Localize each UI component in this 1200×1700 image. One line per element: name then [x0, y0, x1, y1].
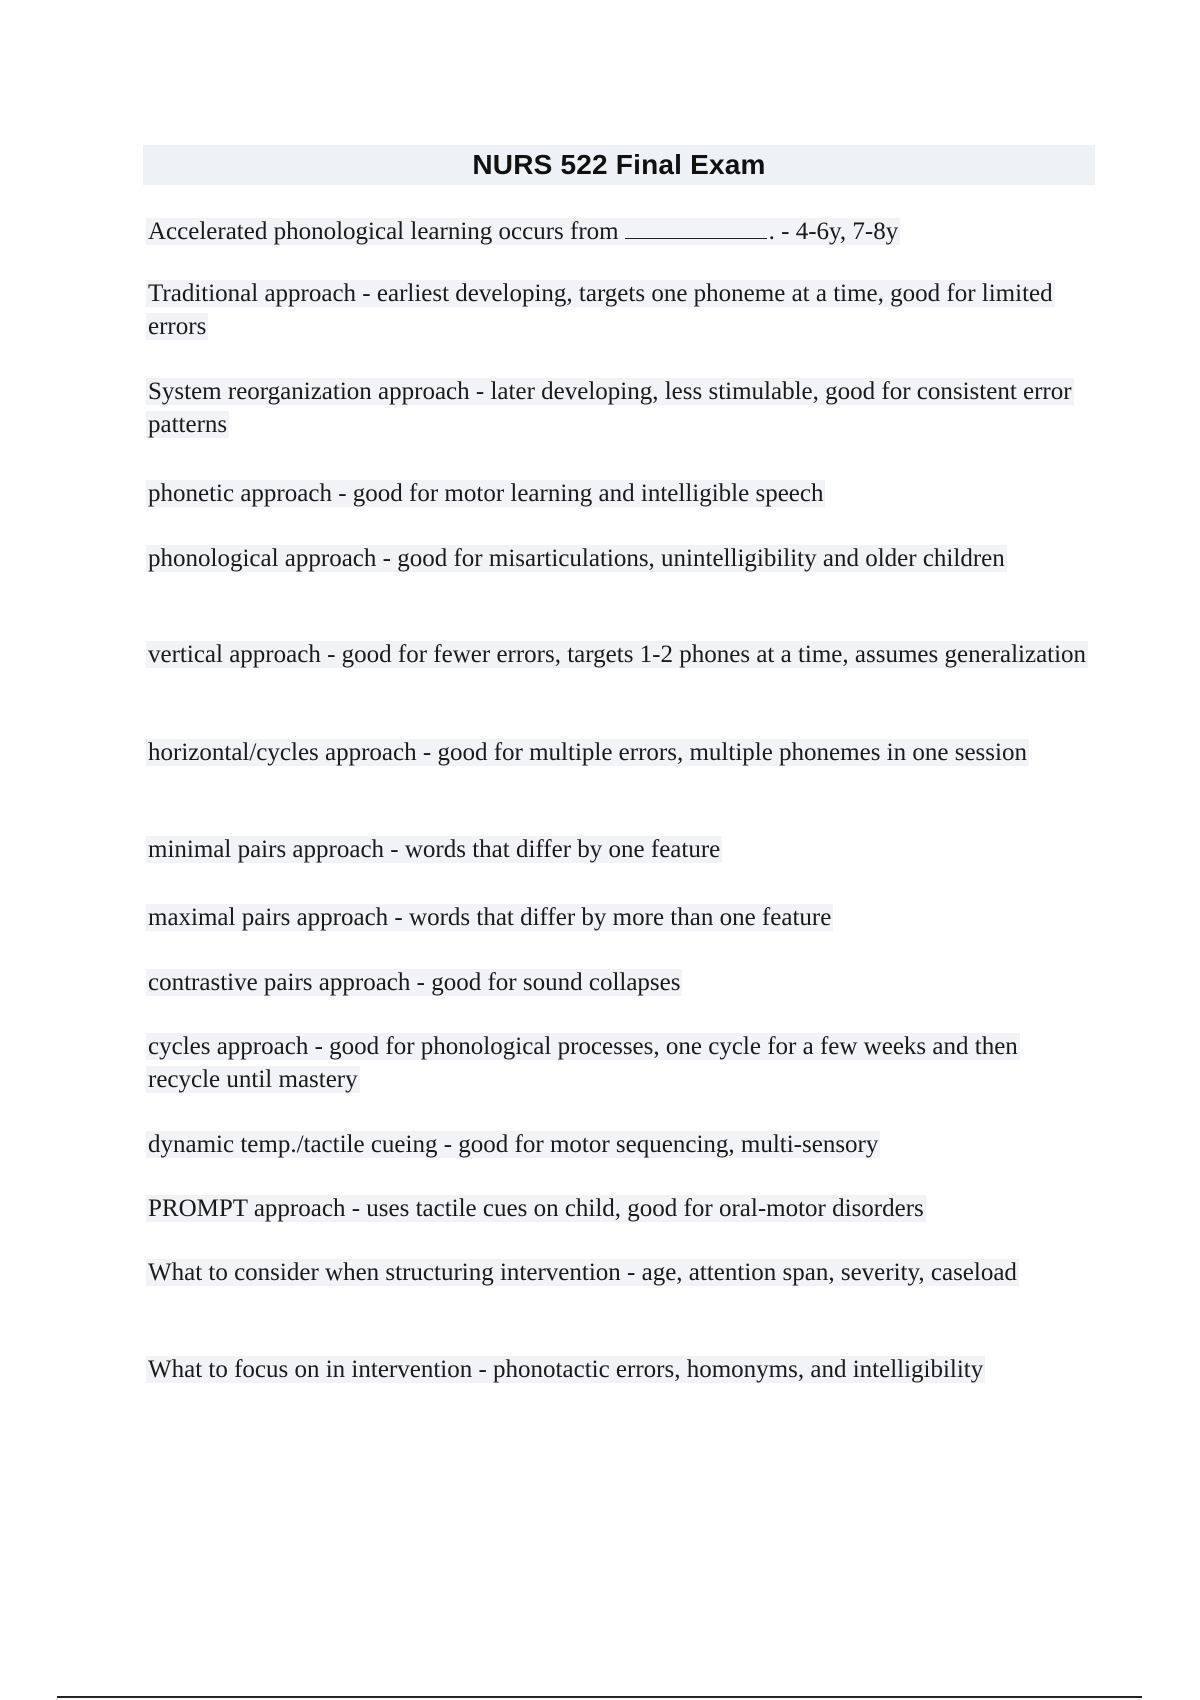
entry-4: [146, 542, 1096, 575]
entry-9-text: contrastive pairs approach - good for sound collapses: [148, 969, 681, 996]
entry-10: [146, 1030, 1096, 1096]
entry-8: [146, 901, 1096, 934]
entry-11: [146, 1128, 1096, 1161]
entry-5: [146, 638, 1096, 671]
entry-10-text: cycles approach - good for phonological processes, one cycle for a few weeks and then recycle until mastery: [148, 1033, 1018, 1093]
entry-0-before-blank: Accelerated phonological learning occurs from: [148, 218, 619, 245]
entry-14-text: What to focus on in intervention - phonotactic errors, homonyms, and intelligibility: [148, 1356, 984, 1383]
entry-14: [146, 1353, 1096, 1386]
entry-6: [146, 736, 1096, 769]
footer-rule: [57, 1696, 1142, 1698]
entry-13: [146, 1256, 1096, 1289]
entry-2-text: System reorganization approach - later developing, less stimulable, good for consistent error patterns: [148, 378, 1072, 438]
entry-13-text: What to consider when structuring intervention - age, attention span, severity, caseload: [148, 1259, 1017, 1286]
entry-4-text: phonological approach - good for misarticulations, unintelligibility and older children: [148, 545, 1005, 572]
entry-1-text: Traditional approach - earliest developing, targets one phoneme at a time, good for limited errors: [148, 280, 1053, 340]
entry-12: [146, 1192, 1096, 1225]
document-title: NURS 522 Final Exam: [472, 149, 766, 180]
entry-0-after-blank: . - 4-6y, 7-8y: [768, 218, 899, 245]
entry-3: [146, 477, 1096, 510]
entry-7-text: minimal pairs approach - words that differ by one feature: [148, 836, 721, 863]
entry-5-text: vertical approach - good for fewer errors, targets 1-2 phones at a time, assumes generalization: [148, 641, 1087, 668]
answer-blank: [625, 216, 767, 239]
entry-8-text: maximal pairs approach - words that differ by more than one feature: [148, 904, 832, 931]
entry-6-text: horizontal/cycles approach - good for multiple errors, multiple phonemes in one session: [148, 739, 1027, 766]
entry-2: [146, 375, 1096, 441]
entry-7: [146, 833, 1096, 866]
entry-3-text: phonetic approach - good for motor learning and intelligible speech: [148, 480, 824, 507]
entry-11-text: dynamic temp./tactile cueing - good for motor sequencing, multi-sensory: [148, 1131, 879, 1158]
entry-12-text: PROMPT approach - uses tactile cues on child, good for oral-motor disorders: [148, 1195, 924, 1222]
entry-0: [146, 215, 1096, 248]
entry-9: [146, 966, 1096, 999]
entry-1: [146, 277, 1096, 343]
title-bar: [143, 145, 1095, 185]
